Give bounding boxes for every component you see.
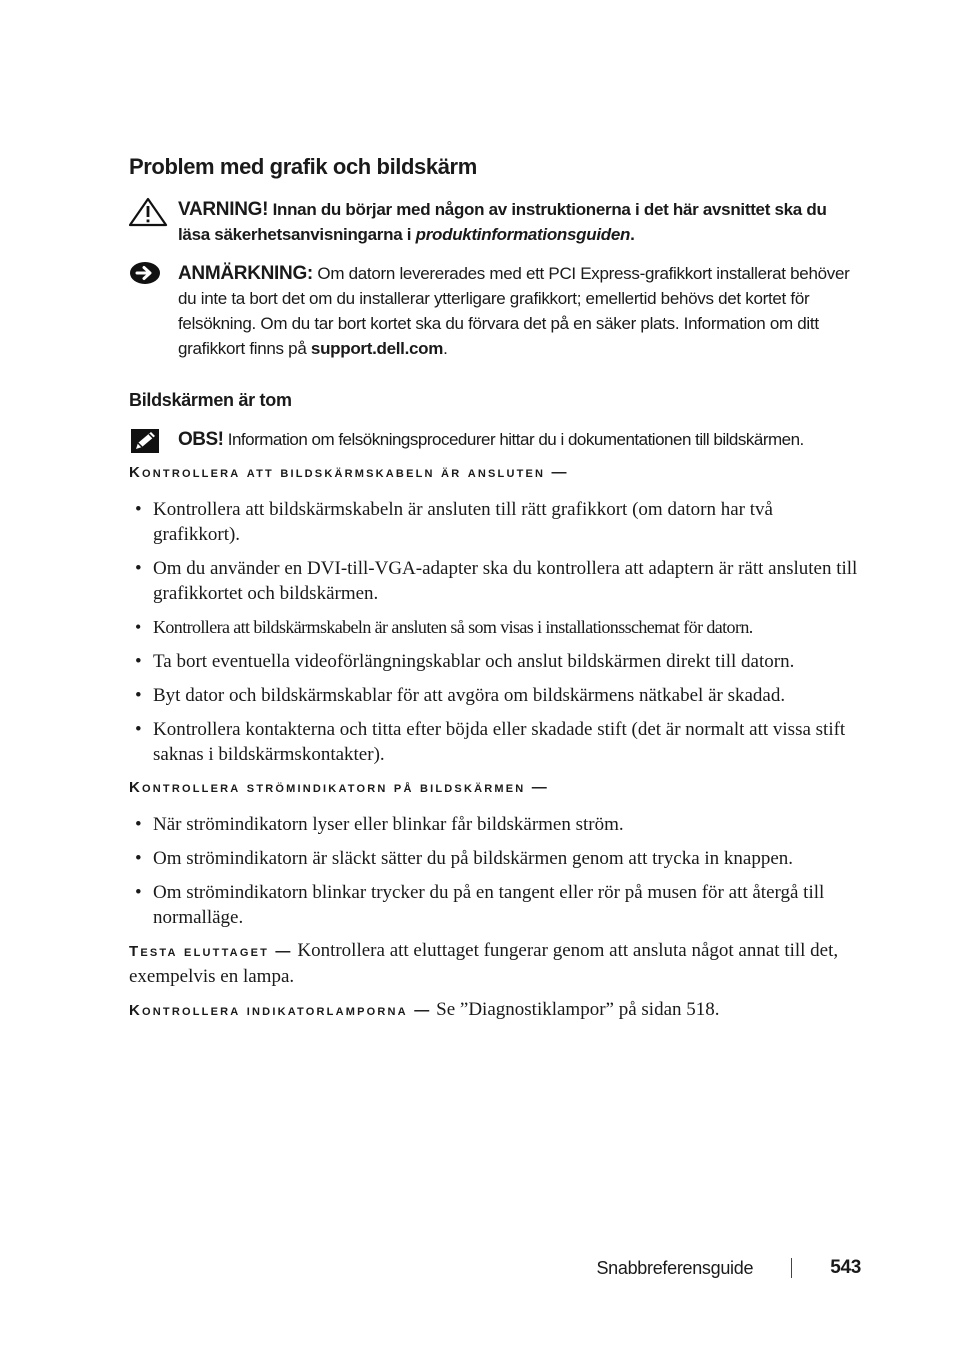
warning-label: VARNING! bbox=[178, 199, 269, 220]
warning-text: Innan du börjar med någon av instruktionerna i det här avsnittet ska du läsa säkerhetsanvisningarna i bbox=[178, 200, 827, 244]
subheading: Bildskärmen är tom bbox=[129, 390, 292, 410]
pencil-note-icon bbox=[129, 427, 163, 464]
obs-text: Information om felsökningsprocedurer hittar du i dokumentationen till bildskärmen. bbox=[227, 430, 804, 449]
warning-note bbox=[129, 197, 859, 247]
list-item: • Kontrollera att bildskärmskabeln är ansluten så som visas i installationsschemat för datorn. bbox=[129, 615, 864, 640]
footer-separator bbox=[791, 1258, 792, 1278]
warning-triangle-icon bbox=[129, 197, 169, 234]
section-heading-cable: Kontrollera att bildskärmskabeln är ansluten — bbox=[129, 464, 569, 481]
power-indicator-list bbox=[129, 812, 864, 939]
list-item: • Kontrollera kontakterna och titta efter böjda eller skadade stift (det är normalt att vissa stift saknas i bildskärmskontakter). bbox=[129, 717, 864, 767]
notice-text: Om datorn levererades med ett PCI Express-grafikkort installerat behöver du inte ta bort det om du installerar ytterligare grafikkort; emellertid behövs det kortet för felsökning. Om du tar bort kortet ska du förvara det på en säker plats. Information om ditt grafikkort finns på bbox=[178, 264, 850, 358]
list-item: • Byt dator och bildskärmskablar för att avgöra om bildskärmens nätkabel är skadad. bbox=[129, 683, 864, 708]
cable-check-list bbox=[129, 497, 864, 776]
list-item: • Om du använder en DVI-till-VGA-adapter ska du kontrollera att adaptern är rätt ansluten till grafikkortet och bildskärmen. bbox=[129, 556, 864, 606]
warning-end: . bbox=[630, 225, 635, 244]
page-number: 543 bbox=[830, 1257, 861, 1278]
list-item: • Om strömindikatorn är släckt sätter du på bildskärmen genom att trycka in knappen. bbox=[129, 846, 864, 871]
test-outlet-lead: Testa eluttaget — bbox=[129, 943, 293, 960]
check-lamps-lead: Kontrollera indikatorlamporna — bbox=[129, 1002, 432, 1019]
page-title: Problem med grafik och bildskärm bbox=[129, 154, 477, 179]
notice-link[interactable]: support.dell.com bbox=[310, 339, 444, 358]
check-lamps-paragraph bbox=[129, 997, 864, 1023]
notice-end: . bbox=[443, 339, 448, 358]
notice-label: ANMÄRKNING: bbox=[178, 263, 313, 284]
section-heading-power-indicator: Kontrollera strömindikatorn på bildskärmen — bbox=[129, 779, 549, 796]
list-item: • Ta bort eventuella videoförlängningskablar och anslut bildskärmen direkt till datorn. bbox=[129, 649, 864, 674]
obs-label: OBS! bbox=[178, 429, 224, 450]
test-outlet-paragraph bbox=[129, 938, 864, 989]
footer-guide-title: Snabbreferensguide bbox=[596, 1257, 754, 1278]
notice-arrow-icon bbox=[129, 261, 163, 298]
list-item: • Om strömindikatorn blinkar trycker du på en tangent eller rör på musen för att återgå till normalläge. bbox=[129, 880, 864, 930]
page-footer bbox=[596, 1257, 861, 1279]
list-item: • Kontrollera att bildskärmskabeln är ansluten till rätt grafikkort (om datorn har två grafikkort). bbox=[129, 497, 864, 547]
obs-note bbox=[129, 427, 859, 452]
list-item: • När strömindikatorn lyser eller blinkar får bildskärmen ström. bbox=[129, 812, 864, 837]
test-outlet-text: Kontrollera att eluttaget fungerar genom att ansluta något annat till det, exempelvis en lampa. bbox=[129, 940, 839, 987]
check-lamps-text: Se ”Diagnostiklampor” på sidan 518. bbox=[436, 999, 720, 1020]
notice-note bbox=[129, 261, 859, 361]
warning-emphasis: produktinformationsguiden bbox=[415, 225, 631, 244]
